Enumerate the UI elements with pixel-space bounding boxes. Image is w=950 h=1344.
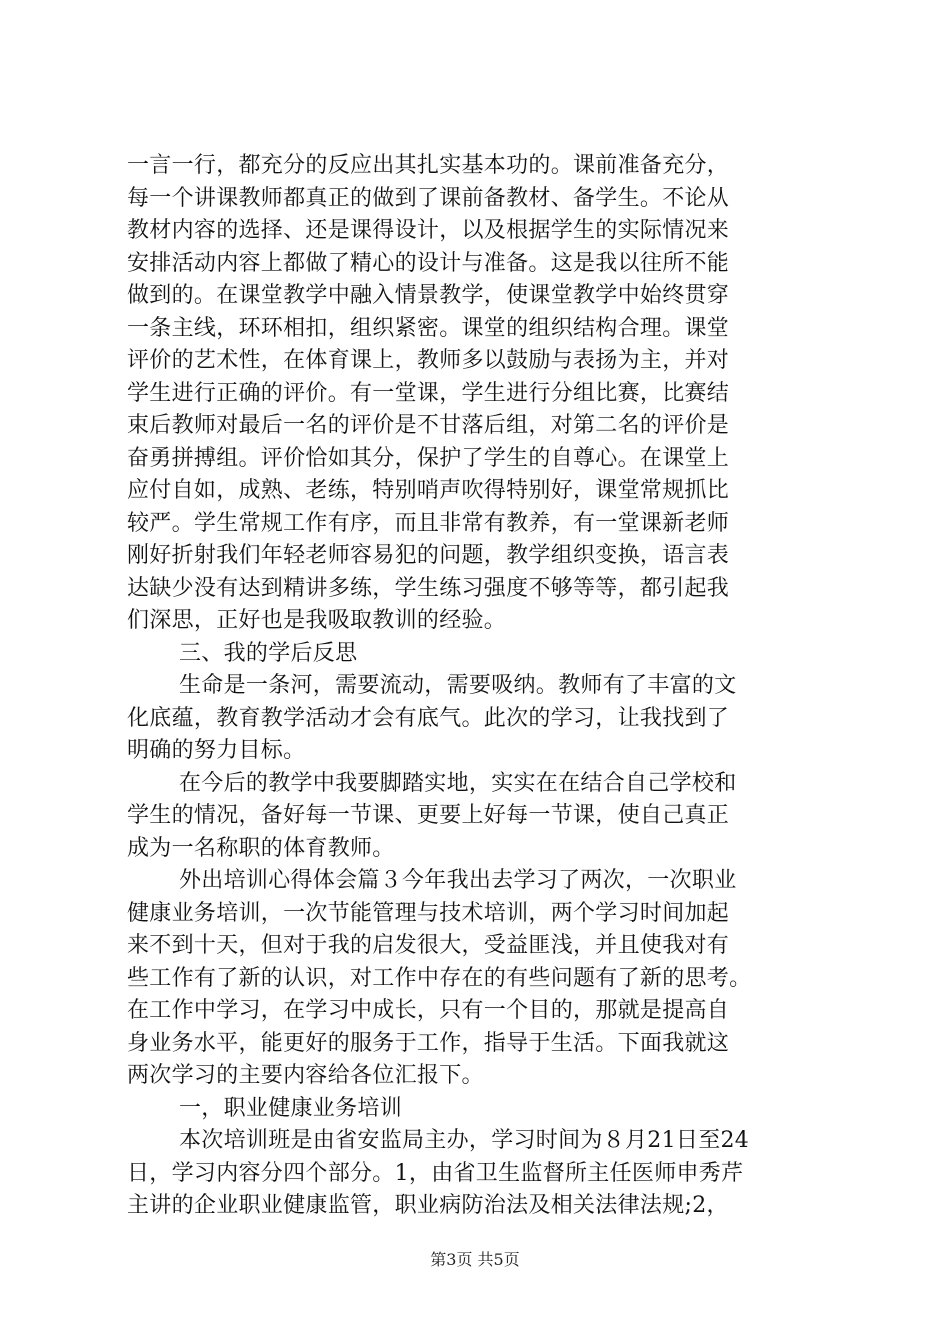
text-line: 学生的情况，备好每一节课、更要上好每一节课，使自己真正	[127, 803, 730, 828]
text-line: 一条主线，环环相扣，组织紧密。课堂的组织结构合理。课堂	[127, 315, 730, 341]
text-line: 日，学习内容分四个部分。1，由省卫生监督所主任医师申秀芹	[127, 1160, 744, 1186]
text-line: 明确的努力目标。	[127, 738, 306, 763]
text-line: 们深思，正好也是我吸取教训的经验。	[127, 608, 507, 633]
text-line: 安排活动内容上都做了精心的设计与准备。这是我以往所不能	[127, 250, 730, 276]
page-footer: 第3页 共5页	[430, 1250, 520, 1269]
text-line: 成为一名称职的体育教师。	[127, 835, 395, 861]
text-line: 身业务水平，能更好的服务于工作，指导于生活。下面我就这	[127, 1030, 730, 1056]
text-line: 化底蕴，教育教学活动才会有底气。此次的学习，让我找到了	[127, 705, 730, 731]
text-line: 教材内容的选择、还是课得设计，以及根据学生的实际情况来	[127, 218, 730, 243]
text-line: 应付自如，成熟、老练，特别哨声吹得特别好，课堂常规抓比	[127, 478, 730, 503]
paragraph-start: 生命是一条河，需要流动，需要吸纳。教师有了丰富的文	[179, 673, 737, 698]
text-line: 达缺少没有达到精讲多练，学生练习强度不够等等，都引起我	[127, 575, 730, 601]
text-line: 一言一行，都充分的反应出其扎实基本功的。课前准备充分，	[127, 153, 730, 178]
text-line: 每一个讲课教师都真正的做到了课前备教材、备学生。不论从	[127, 185, 730, 211]
text-line: 奋勇拼搏组。评价恰如其分，保护了学生的自尊心。在课堂上	[127, 445, 730, 471]
paragraph-start: 在今后的教学中我要脚踏实地，实实在在结合自己学校和	[179, 770, 737, 796]
paragraph-start: 外出培训心得体会篇３今年我出去学习了两次，一次职业	[179, 868, 737, 893]
paragraph-start: 本次培训班是由省安监局主办，学习时间为８月21日至24	[179, 1128, 750, 1153]
text-line: 来不到十天，但对于我的启发很大，受益匪浅，并且使我对有	[127, 933, 730, 958]
text-line: 些工作有了新的认识，对工作中存在的有些问题有了新的思考。	[127, 965, 752, 991]
section-heading: 一，职业健康业务培训	[179, 1095, 403, 1121]
text-line: 做到的。在课堂教学中融入情景教学，使课堂教学中始终贯穿	[127, 283, 730, 308]
text-line: 评价的艺术性，在体育课上，教师多以鼓励与表扬为主，并对	[127, 348, 730, 373]
text-line: 较严。学生常规工作有序，而且非常有教养，有一堂课新老师	[127, 510, 730, 536]
body-text	[127, 150, 837, 1223]
section-heading: 三、我的学后反思	[179, 640, 358, 666]
text-line: 在工作中学习，在学习中成长，只有一个目的，那就是提高自	[127, 998, 730, 1023]
text-line: 刚好折射我们年轻老师容易犯的问题，教学组织变换，语言表	[127, 543, 730, 568]
text-line: 学生进行正确的评价。有一堂课，学生进行分组比赛，比赛结	[127, 380, 730, 406]
text-line: 健康业务培训，一次节能管理与技术培训，两个学习时间加起	[127, 900, 730, 926]
text-line: 两次学习的主要内容给各位汇报下。	[127, 1063, 484, 1088]
text-line: 束后教师对最后一名的评价是不甘落后组，对第二名的评价是	[127, 413, 730, 438]
text-line: 主讲的企业职业健康监管，职业病防治法及相关法律法规;2，	[127, 1193, 729, 1218]
